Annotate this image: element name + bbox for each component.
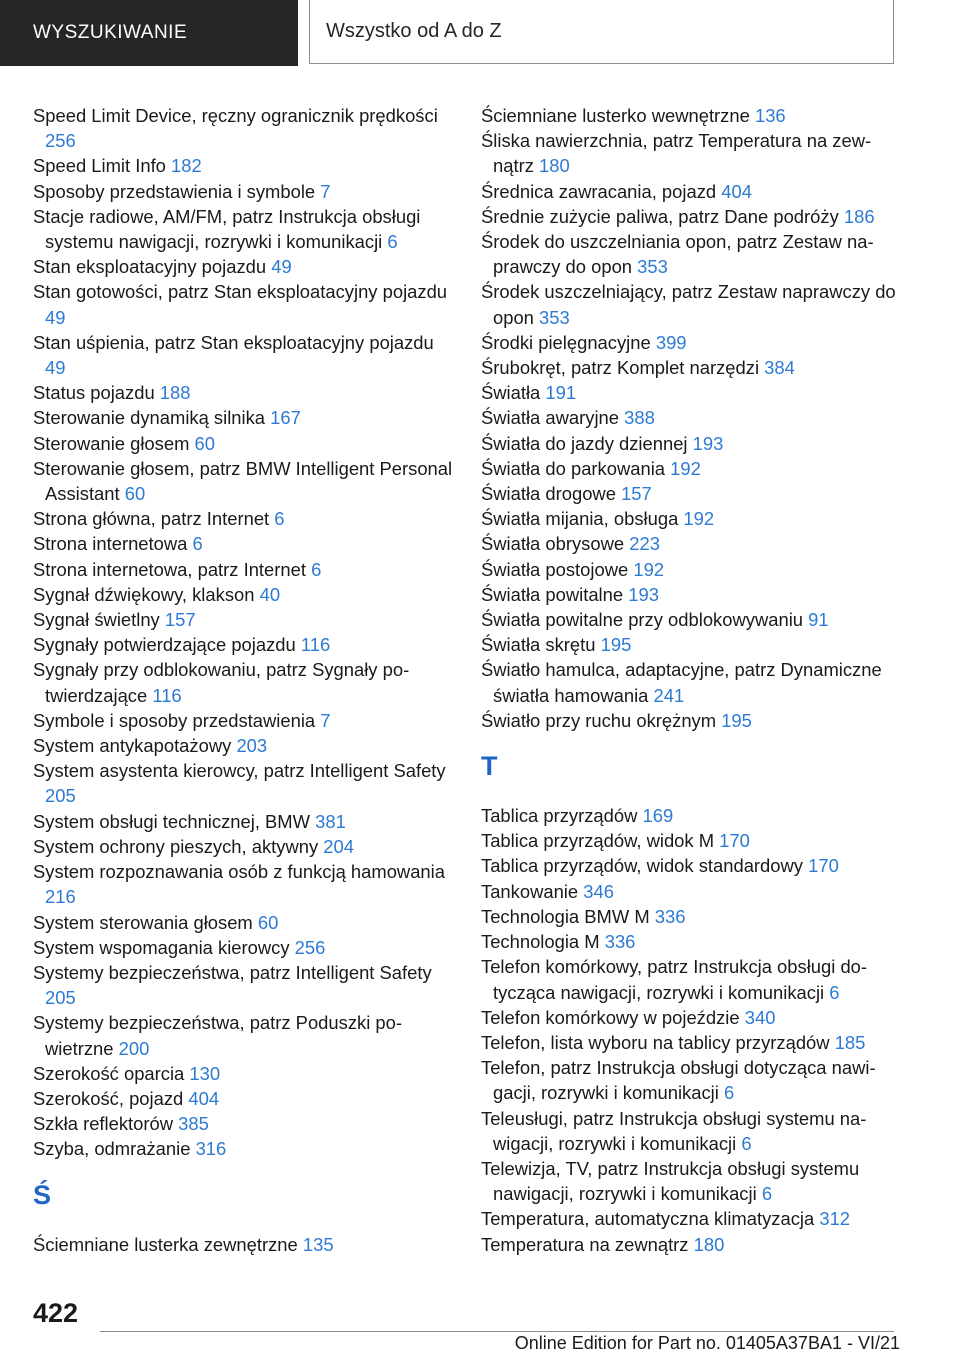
index-entry <box>33 733 453 758</box>
index-entry <box>33 834 453 859</box>
index-entry-text: Światła powitalne przy odblokowywaniu <box>481 609 804 631</box>
index-entry <box>481 904 901 929</box>
index-entry-text: Stacje radiowe, AM/FM, patrz Instrukcja obsługi systemu nawigacji, rozrywki i komunikacji <box>33 205 421 253</box>
index-entry <box>481 582 901 607</box>
index-entry-text: Sygnał świetlny <box>33 609 160 631</box>
index-entry-text: Światła <box>481 382 541 404</box>
section-tab: WYSZUKIWANIE <box>0 0 298 66</box>
index-entry <box>481 128 901 178</box>
page-reference-link[interactable]: 381 <box>315 810 346 832</box>
index-entry <box>481 279 901 329</box>
index-entry <box>481 708 901 733</box>
index-entry-text: Sterowanie głosem, patrz BMW Intelligent Personal Assistant <box>33 457 453 505</box>
index-entry-text: System asystenta kierowcy, patrz Intelligent Safety <box>33 760 446 782</box>
index-entry <box>481 1055 901 1105</box>
page-reference-link[interactable]: 170 <box>808 855 839 877</box>
index-entry <box>481 657 901 707</box>
index-entry-text: Średnica zawracania, pojazd <box>481 180 717 202</box>
index-entry <box>481 879 901 904</box>
page-reference-link[interactable]: 135 <box>302 1233 334 1255</box>
page-reference-link[interactable]: 193 <box>628 583 659 605</box>
index-entry <box>33 531 453 556</box>
index-entry-text: Ściemniane lusterka zewnętrzne <box>33 1233 298 1255</box>
index-entry-text: Światła obrysowe <box>481 533 625 555</box>
page-reference-link[interactable]: 388 <box>624 407 655 429</box>
index-entry-text: Technologia BMW M <box>481 905 650 927</box>
index-entry-text: Systemy bezpieczeństwa, patrz Poduszki powietrzne <box>33 1012 402 1059</box>
index-entry <box>481 204 901 229</box>
page-reference-link[interactable]: 404 <box>188 1087 220 1109</box>
index-entry-text: Średnie zużycie paliwa, patrz Dane podróży <box>481 205 839 227</box>
index-entry <box>33 960 453 1010</box>
index-entry-text: Status pojazdu <box>33 382 155 404</box>
index-letter-heading: Ś <box>33 1179 52 1210</box>
index-entry-text: Strona internetowa <box>33 533 188 555</box>
page-number: 422 <box>33 1298 79 1328</box>
index-entry <box>33 935 453 960</box>
page-reference-link[interactable]: 204 <box>323 835 354 857</box>
index-entry-text: Światła powitalne <box>481 583 624 605</box>
index-entry-text: Szkła reflektorów <box>33 1113 174 1135</box>
index-entry <box>481 380 901 405</box>
page-reference-link[interactable]: 185 <box>834 1031 866 1053</box>
page-reference-link[interactable]: 60 <box>194 432 215 454</box>
page-reference-link[interactable]: 205 <box>45 987 76 1009</box>
index-entry-text: Tablica przyrządów <box>481 805 638 827</box>
index-entry-text: Śrubokręt, patrz Komplet narzędzi <box>481 357 760 379</box>
index-entry <box>33 405 453 430</box>
page-reference-link[interactable]: 346 <box>583 880 614 902</box>
index-entry-text: System obsługi technicznej, BMW <box>33 810 310 832</box>
chapter-title-tab: Wszystko od A do Z <box>309 0 894 64</box>
index-entry-text: Speed Limit Device, ręczny ogranicznik prędkości <box>33 105 438 126</box>
index-entry <box>33 431 453 456</box>
index-entry-text: Symbole i sposoby przedstawienia <box>33 709 316 731</box>
index-entry-text: Ściemniane lusterko wewnętrzne <box>481 105 750 126</box>
page-reference-link[interactable]: 6 <box>741 1132 752 1154</box>
index-entry <box>33 758 453 808</box>
index-entry-text: Światła skrętu <box>481 634 596 656</box>
index-entry <box>481 828 901 853</box>
page-reference-link[interactable]: 385 <box>178 1113 209 1135</box>
index-entry-text: Systemy bezpieczeństwa, patrz Intelligent Safety <box>33 961 432 983</box>
index-entry <box>33 506 453 531</box>
index-entry-text: Sposoby przedstawienia i symbole <box>33 180 316 202</box>
index-entry <box>33 607 453 632</box>
page-reference-link[interactable]: 180 <box>693 1233 725 1255</box>
index-entry <box>33 279 453 329</box>
page-reference-link[interactable]: 336 <box>604 931 636 953</box>
index-entry-text: Sterowanie głosem <box>33 432 190 454</box>
index-entry <box>33 1010 453 1060</box>
index-entry-text: Temperatura, automatyczna klimatyzacja <box>481 1208 815 1230</box>
index-entry <box>481 632 901 657</box>
index-entry-text: Strona internetowa, patrz Internet <box>33 558 306 580</box>
page-reference-link[interactable]: 6 <box>311 558 322 580</box>
page-reference-link[interactable]: 6 <box>761 1183 773 1205</box>
index-entry <box>33 204 453 254</box>
index-entry <box>481 481 901 506</box>
index-entry <box>33 179 453 204</box>
index-entry-text: Stan uśpienia, patrz Stan eksploatacyjny pojazdu <box>33 331 434 353</box>
page-reference-link[interactable]: 49 <box>45 357 66 379</box>
page-reference-link[interactable]: 60 <box>124 483 146 505</box>
index-entry <box>33 557 453 582</box>
page-reference-link[interactable]: 7 <box>320 180 331 202</box>
index-entry-text: Szyba, odmrażanie <box>33 1138 191 1160</box>
page-reference-link[interactable]: 49 <box>45 306 66 328</box>
page-reference-link[interactable]: 216 <box>45 886 76 908</box>
page-reference-link[interactable]: 192 <box>633 558 665 580</box>
index-entry <box>33 103 453 153</box>
index-entry-text: Telefon komórkowy w pojeździe <box>481 1006 740 1028</box>
page-reference-link[interactable]: 399 <box>655 331 687 353</box>
index-entry <box>481 803 901 828</box>
index-entry <box>33 582 453 607</box>
index-entry-text: System sterowania głosem <box>33 911 253 933</box>
index-entry-text: Speed Limit Info <box>33 155 166 177</box>
page-reference-link[interactable]: 256 <box>45 130 76 152</box>
index-entry <box>33 456 453 506</box>
index-entry <box>33 657 453 707</box>
index-column-left <box>33 103 453 1257</box>
page-reference-link[interactable]: 312 <box>819 1208 851 1230</box>
page-reference-link[interactable]: 157 <box>621 483 652 505</box>
index-entry <box>481 607 901 632</box>
page-reference-link[interactable]: 223 <box>629 533 660 555</box>
page-reference-link[interactable]: 6 <box>723 1082 735 1104</box>
index-entry-text: Temperatura na zewnątrz <box>481 1233 689 1255</box>
index-entry <box>33 380 453 405</box>
footer-divider <box>100 1331 894 1332</box>
index-entry <box>33 254 453 279</box>
page-reference-link[interactable]: 7 <box>320 709 331 731</box>
index-entry <box>481 431 901 456</box>
index-entry <box>481 853 901 878</box>
page-reference-link[interactable]: 130 <box>189 1062 221 1084</box>
index-entry <box>481 1005 901 1030</box>
page-reference-link[interactable]: 136 <box>754 105 786 126</box>
page-header <box>0 0 960 66</box>
page-reference-link[interactable]: 241 <box>653 684 685 706</box>
index-entry <box>481 179 901 204</box>
index-entry-text: Teleusługi, patrz Instrukcja obsługi systemu nawigacji, rozrywki i komunikacji <box>481 1107 867 1154</box>
page-reference-link[interactable]: 188 <box>159 382 191 404</box>
index-entry-text: Światła do parkowania <box>481 457 666 479</box>
page-reference-link[interactable]: 60 <box>257 911 279 933</box>
index-entry <box>481 103 901 128</box>
page-reference-link[interactable]: 192 <box>670 457 701 479</box>
page-reference-link[interactable]: 49 <box>271 256 292 278</box>
index-entry-text: Środki pielęgnacyjne <box>481 331 651 353</box>
page-reference-link[interactable]: 186 <box>843 205 875 227</box>
index-entry-text: Środek do uszczelniania opon, patrz Zestaw naprawczy do opon <box>481 231 874 278</box>
index-entry-text: Tablica przyrządów, widok standardowy <box>481 855 803 877</box>
index-entry-text: Tankowanie <box>481 880 579 902</box>
page-reference-link[interactable]: 404 <box>721 180 752 202</box>
index-entry <box>33 859 453 909</box>
page-reference-link[interactable]: 191 <box>545 382 577 404</box>
page-reference-link[interactable]: 256 <box>294 936 326 958</box>
page-reference-link[interactable]: 195 <box>600 634 632 656</box>
index-entry-text: System wspomagania kierowcy <box>33 936 290 958</box>
index-entry-text: System antykapotażowy <box>33 735 232 757</box>
index-entry <box>481 1106 901 1156</box>
page-reference-link[interactable]: 91 <box>808 609 829 631</box>
page-reference-link[interactable]: 6 <box>192 533 203 555</box>
index-entry <box>33 1136 453 1161</box>
index-entry-text: Technologia M <box>481 931 600 953</box>
index-entry <box>481 330 901 355</box>
index-entry <box>481 506 901 531</box>
index-entry-text: Sygnał dźwiękowy, klakson <box>33 583 255 605</box>
index-entry-text: Telefon, lista wyboru na tablicy przyrządów <box>481 1031 830 1053</box>
index-entry <box>481 229 901 279</box>
index-entry-text: Strona główna, patrz Internet <box>33 508 270 530</box>
page-reference-link[interactable]: 116 <box>300 634 331 656</box>
index-entry <box>481 355 901 380</box>
page-reference-link[interactable]: 200 <box>118 1037 150 1059</box>
index-entry-text: Światła awaryjne <box>481 407 619 429</box>
index-entry <box>33 1111 453 1136</box>
index-entry-text: Telewizja, TV, patrz Instrukcja obsługi systemu nawigacji, rozrywki i komunikacji <box>481 1157 860 1205</box>
page-reference-link[interactable]: 167 <box>270 407 301 429</box>
page-reference-link[interactable]: 40 <box>259 583 281 605</box>
index-entry-text: Sygnały potwierdzające pojazdu <box>33 634 296 656</box>
page-reference-link[interactable]: 336 <box>654 905 686 927</box>
page-reference-link[interactable]: 6 <box>274 508 285 530</box>
page-reference-link[interactable]: 193 <box>692 432 724 454</box>
page-reference-link[interactable]: 170 <box>719 830 750 852</box>
index-entry <box>33 632 453 657</box>
index-entry-text: Stan eksploatacyjny pojazdu <box>33 256 267 278</box>
index-entry-text: Stan gotowości, patrz Stan eksploatacyjny pojazdu <box>33 281 448 303</box>
index-entry-text: Środek uszczelniający, patrz Zestaw naprawczy do opon <box>481 281 896 328</box>
index-entry <box>481 929 901 954</box>
index-entry <box>33 1086 453 1111</box>
index-entry-text: Śliska nawierzchnia, patrz Temperatura na zewnątrz <box>481 130 872 177</box>
page-reference-link[interactable]: 116 <box>152 684 182 706</box>
index-entry <box>33 330 453 380</box>
index-entry-text: System ochrony pieszych, aktywny <box>33 835 319 857</box>
index-entry <box>33 153 453 178</box>
page-reference-link[interactable]: 340 <box>744 1006 776 1028</box>
page-reference-link[interactable]: 353 <box>539 306 570 328</box>
page-reference-link[interactable]: 353 <box>637 256 668 278</box>
page-reference-link[interactable]: 205 <box>45 785 76 807</box>
index-entry-text: Światła drogowe <box>481 483 616 505</box>
page-reference-link[interactable]: 6 <box>829 981 840 1003</box>
index-entry-text: Szerokość, pojazd <box>33 1087 184 1109</box>
index-entry-text: Sterowanie dynamiką silnika <box>33 407 266 429</box>
footer-edition: Online Edition for Part no. 01405A37BA1 - VI/21 <box>514 1333 900 1353</box>
page-reference-link[interactable]: 192 <box>683 508 715 530</box>
page-reference-link[interactable]: 384 <box>764 357 795 379</box>
page-reference-link[interactable]: 180 <box>539 155 570 177</box>
index-entry <box>481 1232 901 1257</box>
index-entry-text: Światła mijania, obsługa <box>481 508 679 530</box>
index-entry-text: Telefon, patrz Instrukcja obsługi dotycząca nawigacji, rozrywki i komunikacji <box>481 1057 876 1104</box>
index-entry-text: Telefon komórkowy, patrz Instrukcja obsługi dotycząca nawigacji, rozrywki i komunikacji <box>481 956 868 1003</box>
index-entry-text: Światło przy ruchu okrężnym <box>481 709 717 731</box>
index-entry <box>481 954 901 1004</box>
page-reference-link[interactable]: 182 <box>171 155 202 177</box>
page-reference-link[interactable]: 203 <box>236 735 268 757</box>
index-entry <box>33 1061 453 1086</box>
index-entry-text: Światła postojowe <box>481 558 629 580</box>
index-entry <box>33 910 453 935</box>
page-reference-link[interactable]: 157 <box>164 609 196 631</box>
index-entry <box>481 1030 901 1055</box>
index-entry-text: Sygnały przy odblokowaniu, patrz Sygnały potwierdzające <box>33 659 410 706</box>
index-entry <box>481 1156 901 1206</box>
index-entry-text: System rozpoznawania osób z funkcją hamowania <box>33 861 445 883</box>
index-entry <box>481 456 901 481</box>
index-entry <box>481 1206 901 1231</box>
index-entry-text: Światło hamulca, adaptacyjne, patrz Dynamiczne światła hamowania <box>481 659 882 706</box>
index-entry <box>481 405 901 430</box>
page-reference-link[interactable]: 169 <box>642 805 674 827</box>
page-reference-link[interactable]: 316 <box>195 1138 227 1160</box>
index-entry <box>33 809 453 834</box>
index-entry <box>481 531 901 556</box>
index-entry-text: Światła do jazdy dziennej <box>481 432 688 454</box>
page-reference-link[interactable]: 6 <box>387 231 398 253</box>
index-entry <box>33 1232 453 1257</box>
index-entry-text: Szerokość oparcia <box>33 1062 185 1084</box>
index-entry <box>33 708 453 733</box>
index-letter-heading: T <box>481 751 498 782</box>
index-entry <box>481 557 901 582</box>
index-column-right <box>481 103 901 1257</box>
page-reference-link[interactable]: 195 <box>721 709 752 731</box>
index-entry-text: Tablica przyrządów, widok M <box>481 830 715 852</box>
